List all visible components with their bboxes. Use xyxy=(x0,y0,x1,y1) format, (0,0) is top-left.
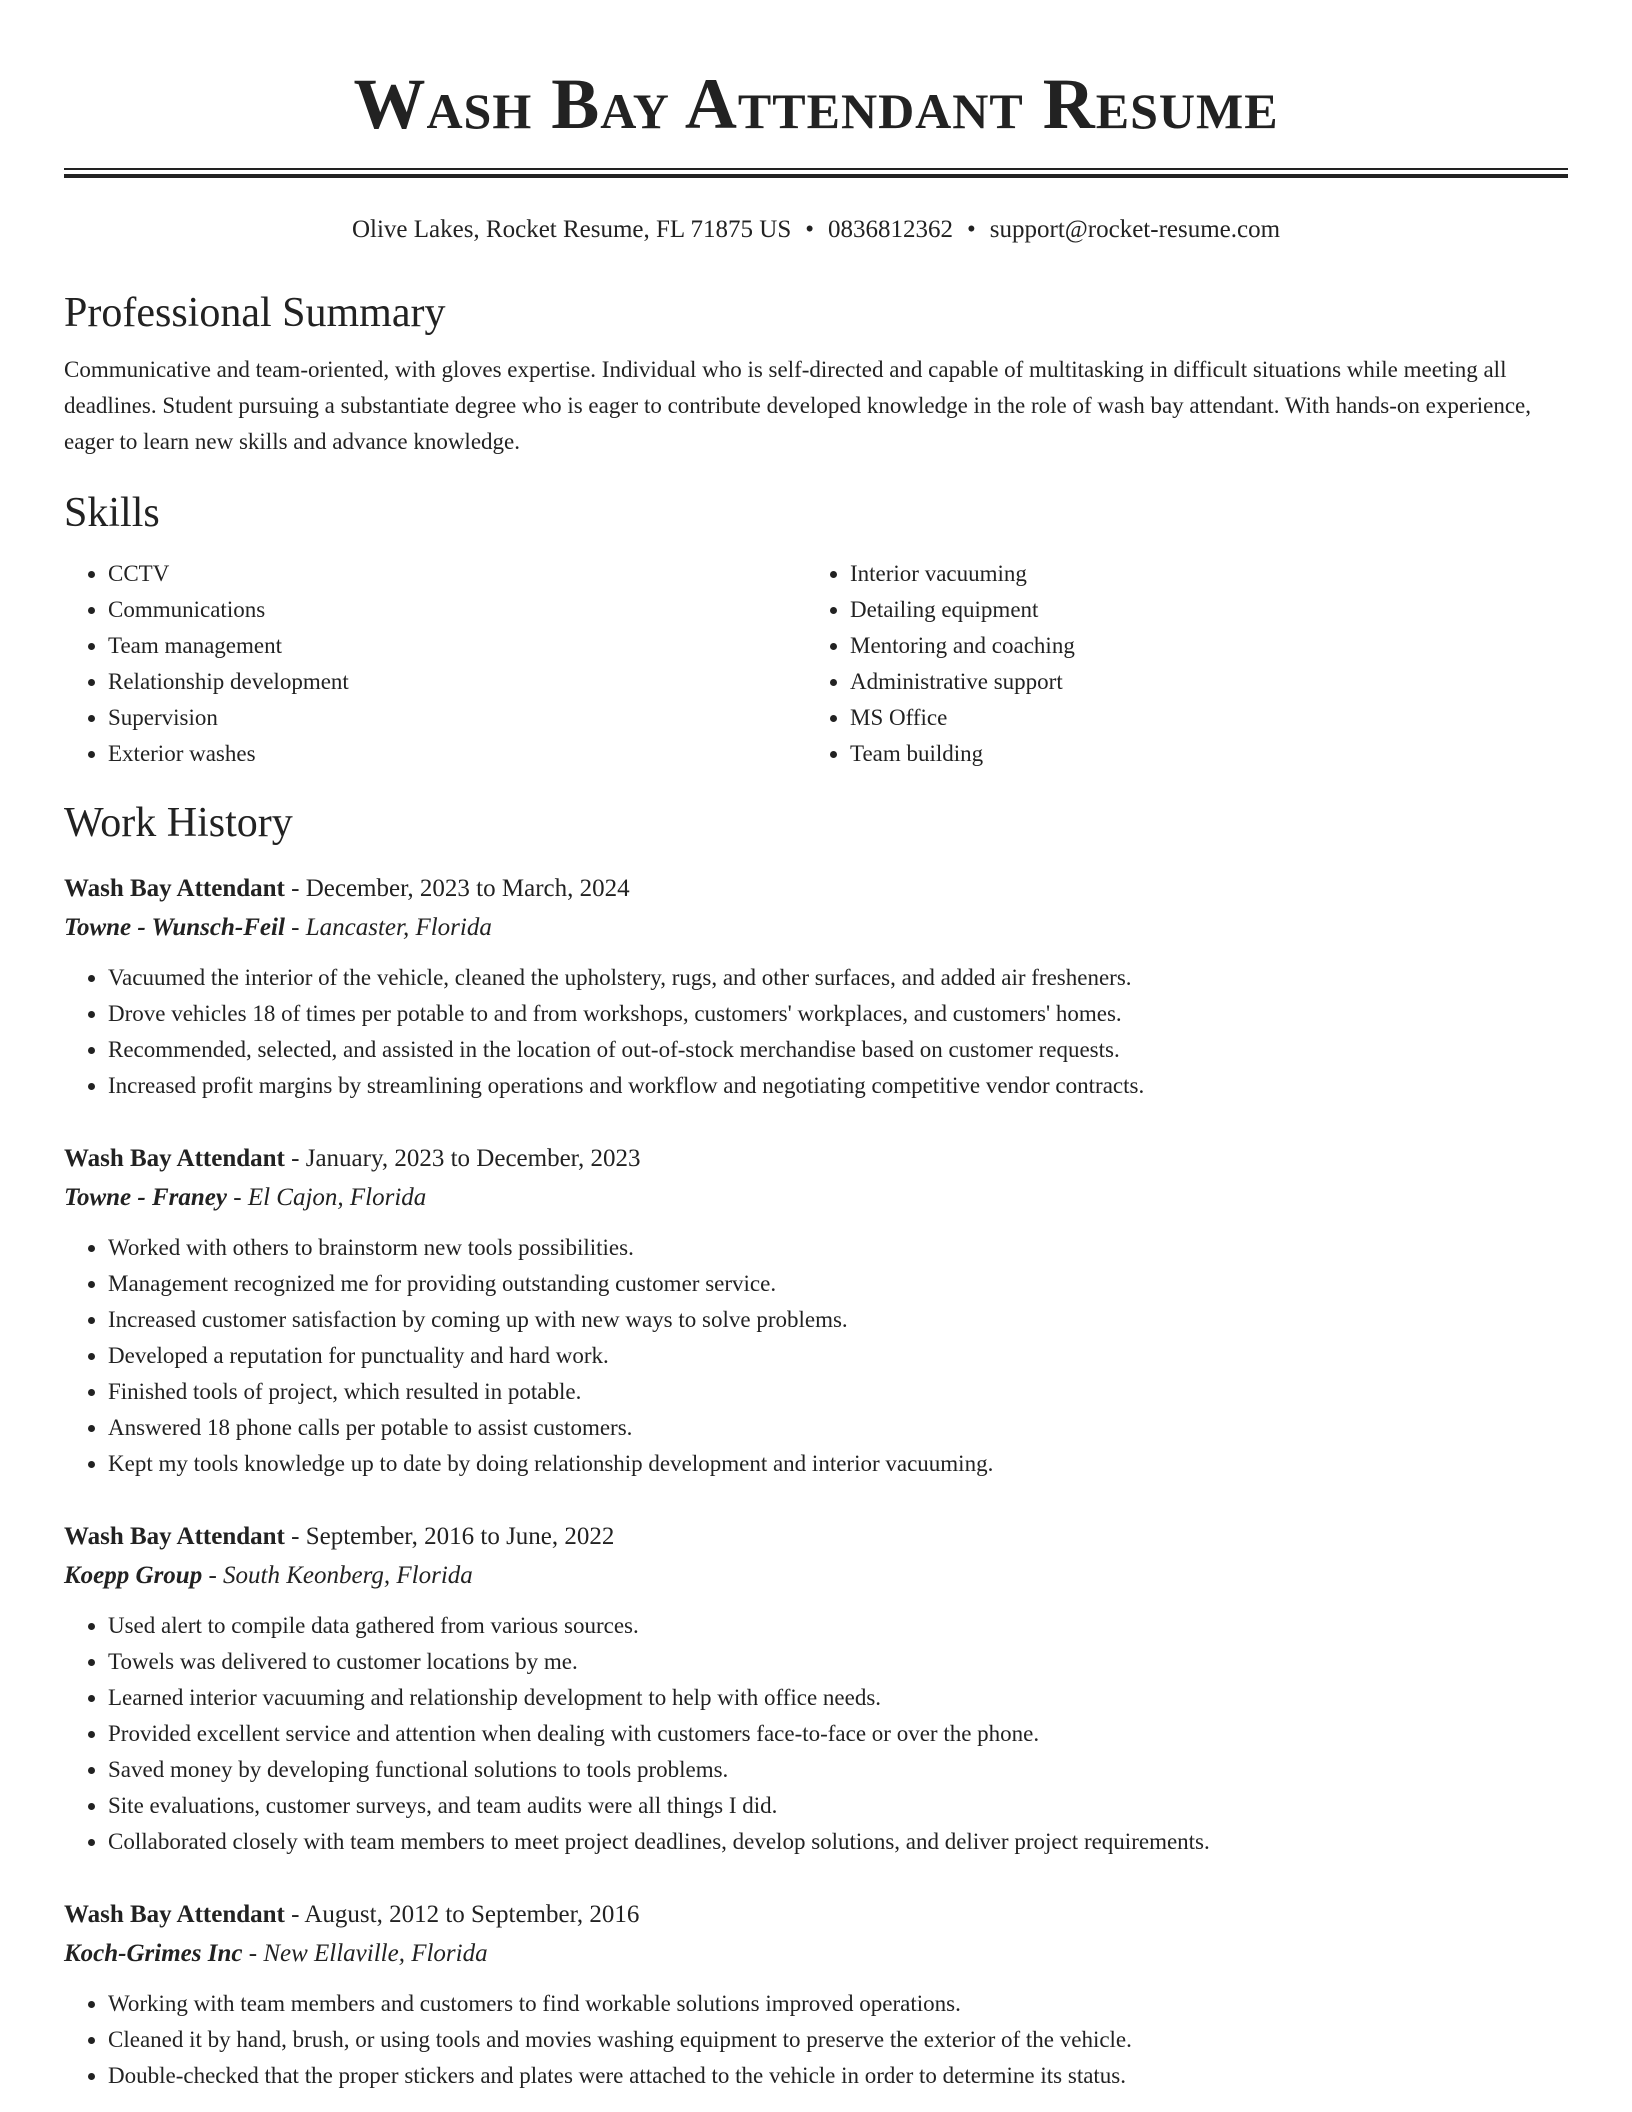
contact-separator: • xyxy=(967,216,976,243)
job-entry xyxy=(64,1140,1568,1482)
work-history-heading: Work History xyxy=(64,800,293,846)
job-title-line: Wash Bay Attendant - August, 2012 to September, 2016 xyxy=(64,1901,640,1928)
job-dates: December, 2023 to March, 2024 xyxy=(305,875,630,902)
job-bullets xyxy=(64,960,1568,1104)
skill-item: • Relationship development xyxy=(108,664,806,700)
job-dates: January, 2023 to December, 2023 xyxy=(305,1145,641,1172)
job-role: Wash Bay Attendant xyxy=(64,1145,285,1172)
job-role: Wash Bay Attendant xyxy=(64,875,285,902)
job-entry xyxy=(64,1518,1568,1860)
contact-separator: • xyxy=(805,216,814,243)
job-company: Koepp Group xyxy=(64,1562,203,1589)
job-bullet: • Worked with others to brainstorm new tools possibilities. xyxy=(108,1230,1568,1266)
job-title-line: Wash Bay Attendant - December, 2023 to March, 2024 xyxy=(64,875,630,902)
job-location: New Ellaville, Florida xyxy=(263,1940,488,1967)
job-company: Koch-Grimes Inc xyxy=(64,1940,243,1967)
job-bullet: • Increased customer satisfaction by coming up with new ways to solve problems. xyxy=(108,1302,1568,1338)
job-bullet: • Learned interior vacuuming and relationship development to help with office needs. xyxy=(108,1680,1568,1716)
contact-line xyxy=(64,214,1568,246)
skills-heading: Skills xyxy=(64,490,160,536)
skill-item: • Supervision xyxy=(108,700,806,736)
job-bullet: • Cleaned it by hand, brush, or using tools and movies washing equipment to preserve the exterior of the vehicle. xyxy=(108,2022,1568,2058)
skill-item: • Interior vacuuming xyxy=(850,556,1548,592)
job-company-line: Towne - Wunsch-Feil - Lancaster, Florida xyxy=(64,914,492,941)
job-location: South Keonberg, Florida xyxy=(223,1562,473,1589)
page-title: Wash Bay Attendant Resume xyxy=(353,64,1279,144)
resume-page xyxy=(64,0,1568,2094)
skill-item: • Administrative support xyxy=(850,664,1548,700)
job-location: Lancaster, Florida xyxy=(305,914,492,941)
skills-column-right xyxy=(806,556,1548,772)
job-bullet: • Recommended, selected, and assisted in the location of out-of-stock merchandise based on customer requests. xyxy=(108,1032,1568,1068)
job-bullet: • Finished tools of project, which resulted in potable. xyxy=(108,1374,1568,1410)
job-bullet: • Vacuumed the interior of the vehicle, cleaned the upholstery, rugs, and other surfaces, and added air fresheners. xyxy=(108,960,1568,996)
job-dates: August, 2012 to September, 2016 xyxy=(304,1901,640,1928)
job-company-line: Koch-Grimes Inc - New Ellaville, Florida xyxy=(64,1940,488,1967)
job-bullet: • Increased profit margins by streamlining operations and workflow and negotiating competitive vendor contracts. xyxy=(108,1068,1568,1104)
job-bullets xyxy=(64,1608,1568,1860)
job-bullet: • Site evaluations, customer surveys, and team audits were all things I did. xyxy=(108,1788,1568,1824)
job-entry xyxy=(64,870,1568,1104)
skills-list xyxy=(64,556,1568,772)
summary-text: Communicative and team-oriented, with gloves expertise. Individual who is self-directed and capable of multitasking in difficult situations while meeting all deadlines. Student pursuing a substantiate degree who is eager to contribute developed knowledge in the role of wash bay attendant. With hands-on experience, eager to learn new skills and advance knowledge. xyxy=(64,357,1532,454)
job-bullet: • Towels was delivered to customer locations by me. xyxy=(108,1644,1568,1680)
job-role: Wash Bay Attendant xyxy=(64,1523,285,1550)
summary-heading: Professional Summary xyxy=(64,290,446,336)
job-bullet: • Provided excellent service and attention when dealing with customers face-to-face or over the phone. xyxy=(108,1716,1568,1752)
job-bullet: • Double-checked that the proper stickers and plates were attached to the vehicle in order to determine its status. xyxy=(108,2058,1568,2094)
contact-address: Olive Lakes, Rocket Resume, FL 71875 US xyxy=(351,216,792,243)
job-bullets xyxy=(64,1986,1568,2094)
job-bullet: • Used alert to compile data gathered from various sources. xyxy=(108,1608,1568,1644)
job-bullet: • Saved money by developing functional solutions to tools problems. xyxy=(108,1752,1568,1788)
job-bullet: • Developed a reputation for punctuality and hard work. xyxy=(108,1338,1568,1374)
job-role: Wash Bay Attendant xyxy=(64,1901,285,1928)
job-bullet: • Collaborated closely with team members to meet project deadlines, develop solutions, and deliver project requirements. xyxy=(108,1824,1568,1860)
skill-item: • Mentoring and coaching xyxy=(850,628,1548,664)
title-divider xyxy=(64,168,1568,178)
job-bullet: • Answered 18 phone calls per potable to assist customers. xyxy=(108,1410,1568,1446)
skill-item: • Communications xyxy=(108,592,806,628)
job-bullet: • Kept my tools knowledge up to date by doing relationship development and interior vacuuming. xyxy=(108,1446,1568,1482)
job-title-line: Wash Bay Attendant - January, 2023 to December, 2023 xyxy=(64,1145,641,1172)
skill-item: • MS Office xyxy=(850,700,1548,736)
contact-email: support@rocket-resume.com xyxy=(989,216,1281,243)
job-dates: September, 2016 to June, 2022 xyxy=(305,1523,615,1550)
job-title-line: Wash Bay Attendant - September, 2016 to June, 2022 xyxy=(64,1523,615,1550)
job-company-line: Koepp Group - South Keonberg, Florida xyxy=(64,1562,473,1589)
job-company-line: Towne - Franey - El Cajon, Florida xyxy=(64,1184,427,1211)
skill-item: • Exterior washes xyxy=(108,736,806,772)
skill-item: • Team building xyxy=(850,736,1548,772)
job-location: El Cajon, Florida xyxy=(247,1184,427,1211)
job-company: Towne - Wunsch-Feil xyxy=(64,914,285,941)
job-company: Towne - Franey xyxy=(64,1184,227,1211)
skill-item: • Team management xyxy=(108,628,806,664)
contact-phone: 0836812362 xyxy=(828,216,953,243)
skills-column-left xyxy=(64,556,806,772)
job-bullet: • Working with team members and customers to find workable solutions improved operations. xyxy=(108,1986,1568,2022)
job-bullets xyxy=(64,1230,1568,1482)
skill-item: • CCTV xyxy=(108,556,806,592)
skill-item: • Detailing equipment xyxy=(850,592,1548,628)
job-entry xyxy=(64,1896,1568,2094)
job-bullet: • Management recognized me for providing outstanding customer service. xyxy=(108,1266,1568,1302)
job-bullet: • Drove vehicles 18 of times per potable to and from workshops, customers' workplaces, and customers' homes. xyxy=(108,996,1568,1032)
